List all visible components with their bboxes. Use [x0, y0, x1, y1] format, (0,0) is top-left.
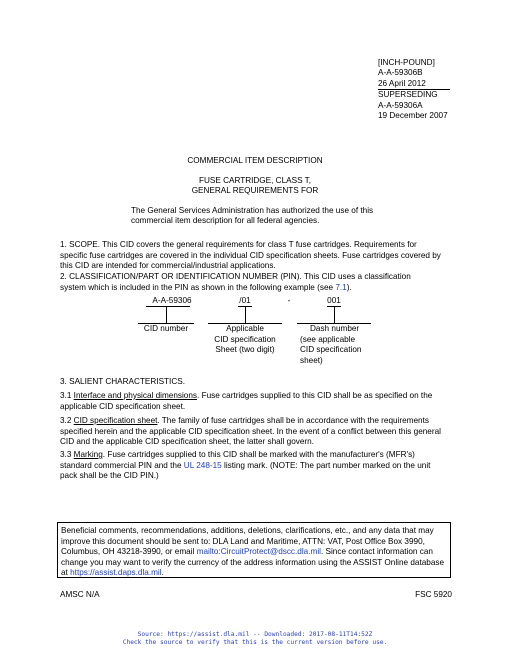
source-line-1: Source: https://assist.dla.mil -- Downloaded: 2017-08-11T14:52Z [137, 631, 373, 638]
section-3-3-number: 3.3 [60, 450, 74, 459]
section-3-2-text-2: specified herein and the applicable CID specification sheet. In the event of a conflict between this general [60, 426, 441, 436]
section-3-3-text-2-end: listing mark. (NOTE: The part number marked on the unit [221, 460, 431, 470]
classification-line-2-text: system which is included in the PIN as shown in the following example (see [60, 282, 336, 292]
document-type: COMMERCIAL ITEM DESCRIPTION [187, 156, 323, 165]
pin-underline-1 [146, 306, 190, 307]
fsc-label: FSC 5920 [415, 590, 452, 599]
title-line-2: GENERAL REQUIREMENTS FOR [191, 186, 319, 195]
authorization-line-2: commercial item description for all federal agencies. [131, 216, 320, 225]
section-3-3-text-3: pack shall be the CID PIN.) [60, 471, 159, 480]
scope-line-1: 1. SCOPE. This CID covers the general requirements for class T fuse cartridges. Requirements for [60, 240, 417, 249]
comments-box [57, 522, 451, 578]
pin-part-spec-sheet: /01 [239, 296, 251, 305]
comments-line-2: improve this document should be sent to: DLA Land and Maritime, ATTN: VAT, Post Office Box 3990, [61, 536, 425, 546]
comments-line-1: Beneficial comments, recommendations, additions, deletions, clarifications, etc., and any data that may [61, 526, 434, 535]
email-link[interactable]: mailto:CircuitProtect@dscc.dla.mil [196, 547, 321, 556]
section-3-2-number: 3.2 [60, 416, 74, 425]
assist-link[interactable]: https://assist.daps.dla.mil [70, 568, 162, 577]
section-3-3 [60, 450, 455, 482]
section-3-2-text-3: CID and the applicable CID specification sheet, the latter shall govern. [60, 437, 314, 446]
label-cid-number: CID number [143, 324, 189, 333]
inch-pound-label: [INCH-POUND] [378, 58, 435, 67]
label-applicable-line-3: Sheet (two digit) [215, 345, 275, 354]
classification-section [60, 272, 455, 293]
section-7-1-link[interactable]: 7.1 [335, 282, 347, 292]
section-3-1-text-2: applicable CID specification sheet. [60, 401, 186, 411]
previous-document-date: 19 December 2007 [378, 110, 448, 120]
comments-line-5: at [61, 568, 71, 577]
section-3-1-title: Interface and physical dimensions [73, 391, 198, 400]
label-dash-line-3: CID specification [300, 345, 362, 354]
ul-248-15-link[interactable]: UL 248-15 [183, 460, 222, 470]
section-3-2 [60, 416, 455, 448]
superseding-label: SUPERSEDING [378, 90, 438, 100]
authorization-line-1: The General Services Administration has authorized the use of this [131, 206, 374, 215]
source-notice [0, 631, 510, 647]
label-applicable-line-1: Applicable [226, 324, 264, 333]
source-line-2: Check the source to verify that this is the current version before use. [122, 639, 388, 646]
scope-line-2: specific fuse cartridges are covered in the individual CID specification sheets. Fuse cartridges covered by [60, 250, 441, 260]
pin-part-dash-number: 001 [327, 296, 341, 305]
section-3-1-text-1: . Fuse cartridges supplied to this CID shall be as specified on the [197, 391, 433, 400]
previous-document-id: A-A-59306A [378, 100, 423, 110]
salient-heading: 3. SALIENT CHARACTERISTICS. [60, 377, 185, 386]
label-dash-line-2: (see applicable [300, 334, 356, 344]
classification-line-1: 2. CLASSIFICATION/PART OR IDENTIFICATION NUMBER (PIN). This CID uses a classification [60, 272, 411, 281]
comments-line-3: Columbus, OH 43218-3990, or email [61, 547, 197, 556]
comments-line-3-end: . Since contact information can [320, 547, 433, 556]
label-applicable-line-2: CID specification [214, 334, 276, 344]
pin-connector-2 [245, 306, 246, 323]
label-applicable-sheet [200, 324, 290, 356]
section-3-2-text-1: . The family of fuse cartridges shall be in accordance with the requirements [157, 416, 429, 425]
scope-line-3: this CID are intended for commercial/industrial applications. [60, 261, 276, 270]
classification-line-2 [60, 283, 455, 294]
section-3-1 [60, 391, 455, 412]
pin-connector-1 [166, 306, 167, 323]
document-id: A-A-59306B [378, 68, 423, 78]
section-3-2-title: CID specification sheet [73, 416, 158, 425]
label-dash-line-4: sheet) [300, 355, 323, 365]
section-3-3-text-2: standard commercial PIN and the [60, 460, 184, 470]
classification-line-2-end: ). [346, 282, 352, 292]
pin-connector-3 [334, 306, 335, 323]
comments-line-5-end: . [161, 568, 164, 577]
scope-section [60, 240, 455, 272]
label-dash-number [300, 324, 380, 366]
section-3-3-text-1: . Fuse cartridges supplied to this CID shall be marked with the manufacturer's (MFR's) [102, 450, 415, 459]
section-3-1-number: 3.1 [60, 391, 74, 400]
comments-line-4: change you may want to verify the currency of the address information using the ASSIST Online database [61, 557, 445, 567]
pin-part-cid-number: A-A-59306 [152, 296, 192, 305]
pin-separator: - [287, 296, 291, 305]
document-date: 26 April 2012 [378, 79, 450, 90]
section-3-3-title: Marking [73, 450, 103, 459]
label-dash-line-1: Dash number [310, 324, 360, 333]
amsc-label: AMSC N/A [60, 590, 100, 599]
title-line-1: FUSE CARTRIDGE, CLASS T, [198, 176, 312, 185]
document-header [378, 58, 458, 121]
